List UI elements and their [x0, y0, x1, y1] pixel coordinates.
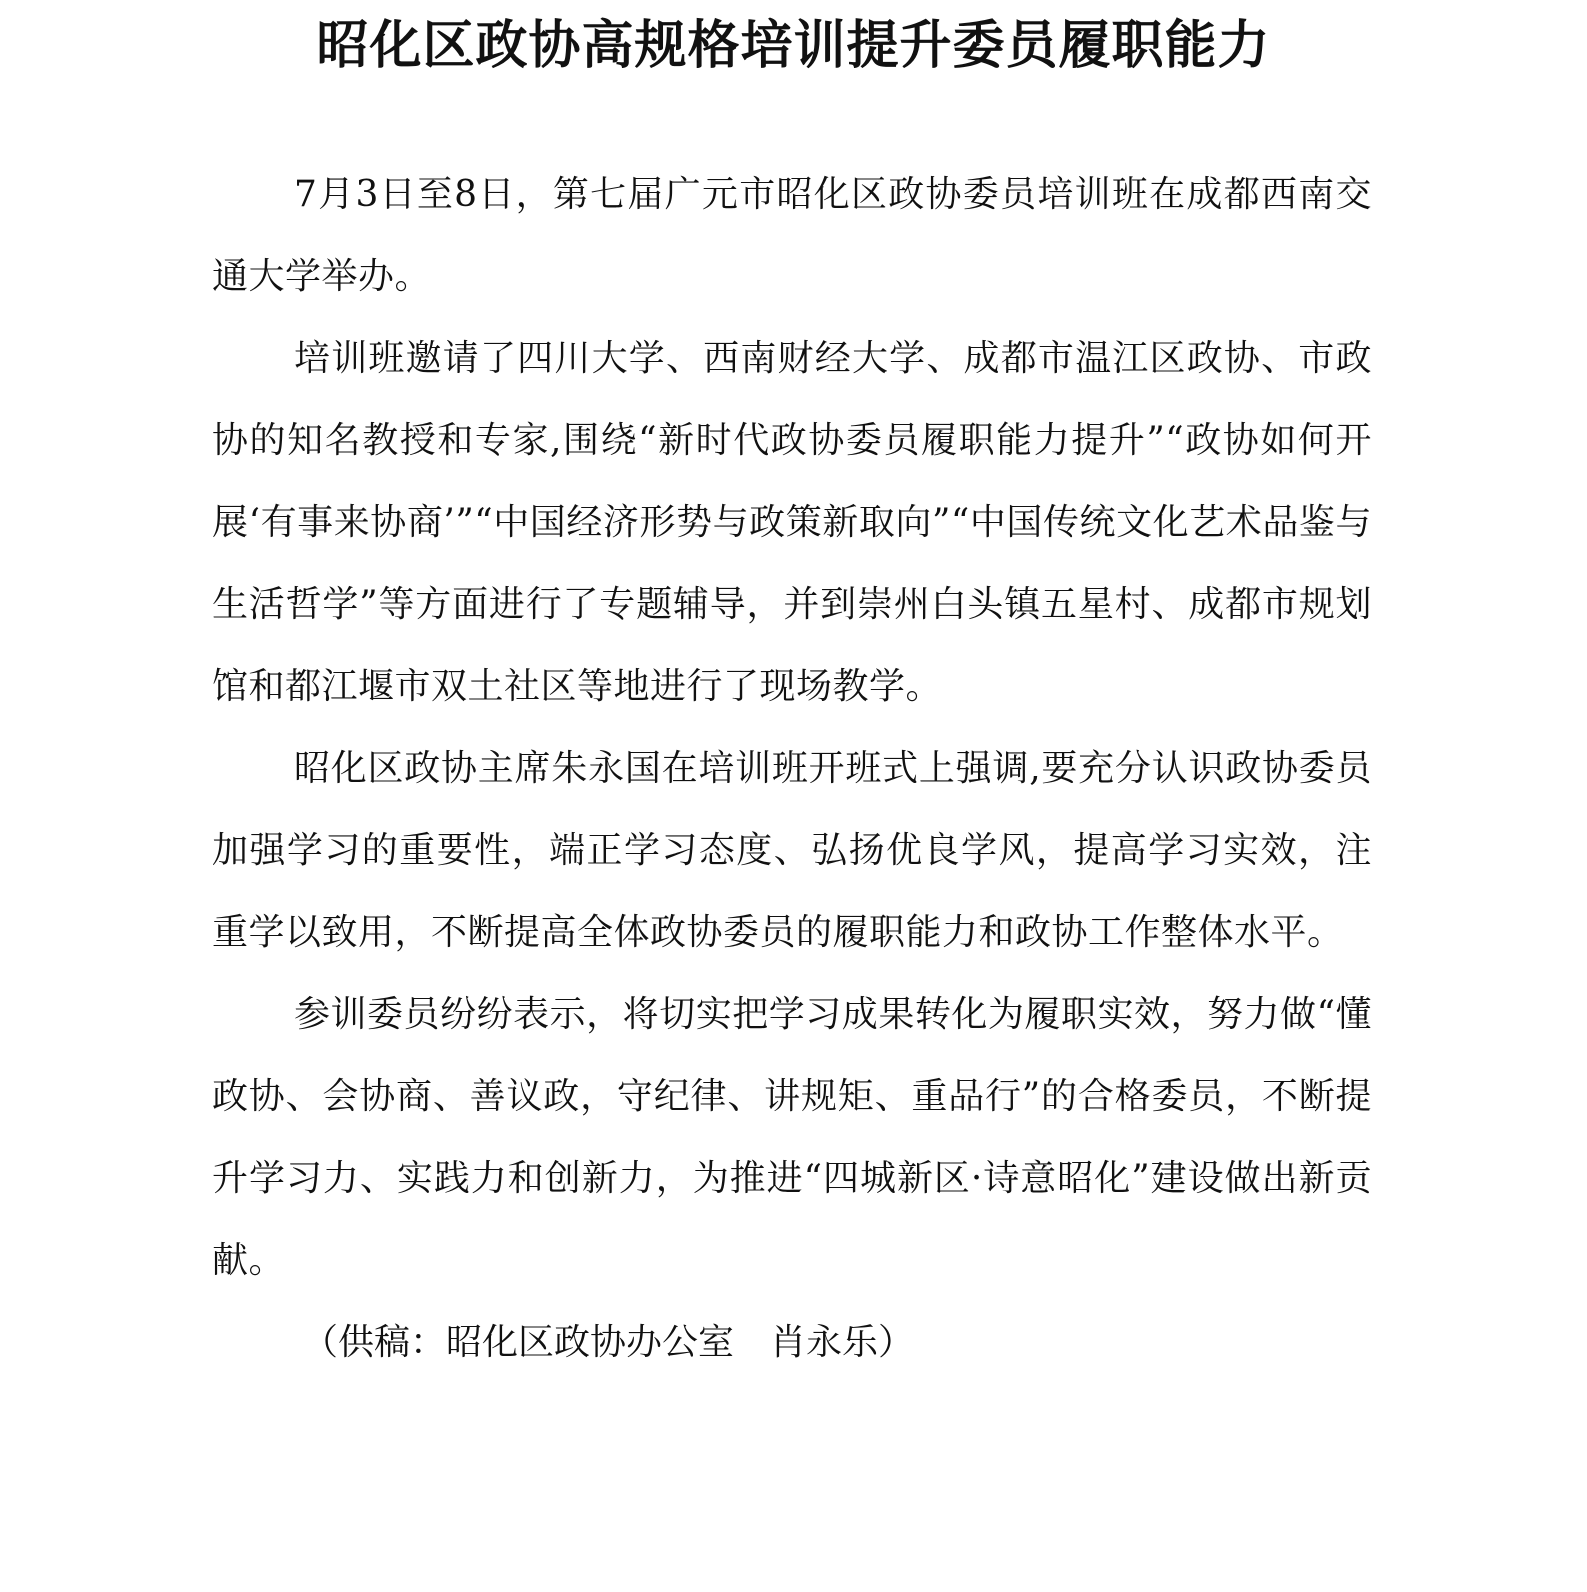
article-body: [212, 154, 1372, 1384]
article-title: 昭化区政协高规格培训提升委员履职能力: [316, 16, 1271, 76]
paragraph-3: 昭化区政协主席朱永国在培训班开班式上强调,要充分认识政协委员加强学习的重要性，端正学习态度、弘扬优良学风，提高学习实效，注重学以致用，不断提高全体政协委员的履职能力和政协工作整体水平。: [212, 748, 1372, 953]
article-credit: （供稿：昭化区政协办公室 肖永乐）: [302, 1322, 915, 1363]
paragraph-4: 参训委员纷纷表示，将切实把学习成果转化为履职实效，努力做“懂政协、会协商、善议政，守纪律、讲规矩、重品行”的合格委员，不断提升学习力、实践力和创新力，为推进“四城新区·诗意昭化”建设做出新贡献。: [212, 994, 1372, 1281]
paragraph-1: 7月3日至8日，第七届广元市昭化区政协委员培训班在成都西南交通大学举办。: [212, 174, 1372, 297]
paragraph-2: 培训班邀请了四川大学、西南财经大学、成都市温江区政协、市政协的知名教授和专家,围绕“新时代政协委员履职能力提升”“政协如何开展‘有事来协商’”“中国经济形势与政策新取向”“中国传统文化艺术品鉴与生活哲学”等方面进行了专题辅导，并到崇州白头镇五星村、成都市规划馆和都江堰市双土社区等地进行了现场教学。: [212, 338, 1372, 707]
